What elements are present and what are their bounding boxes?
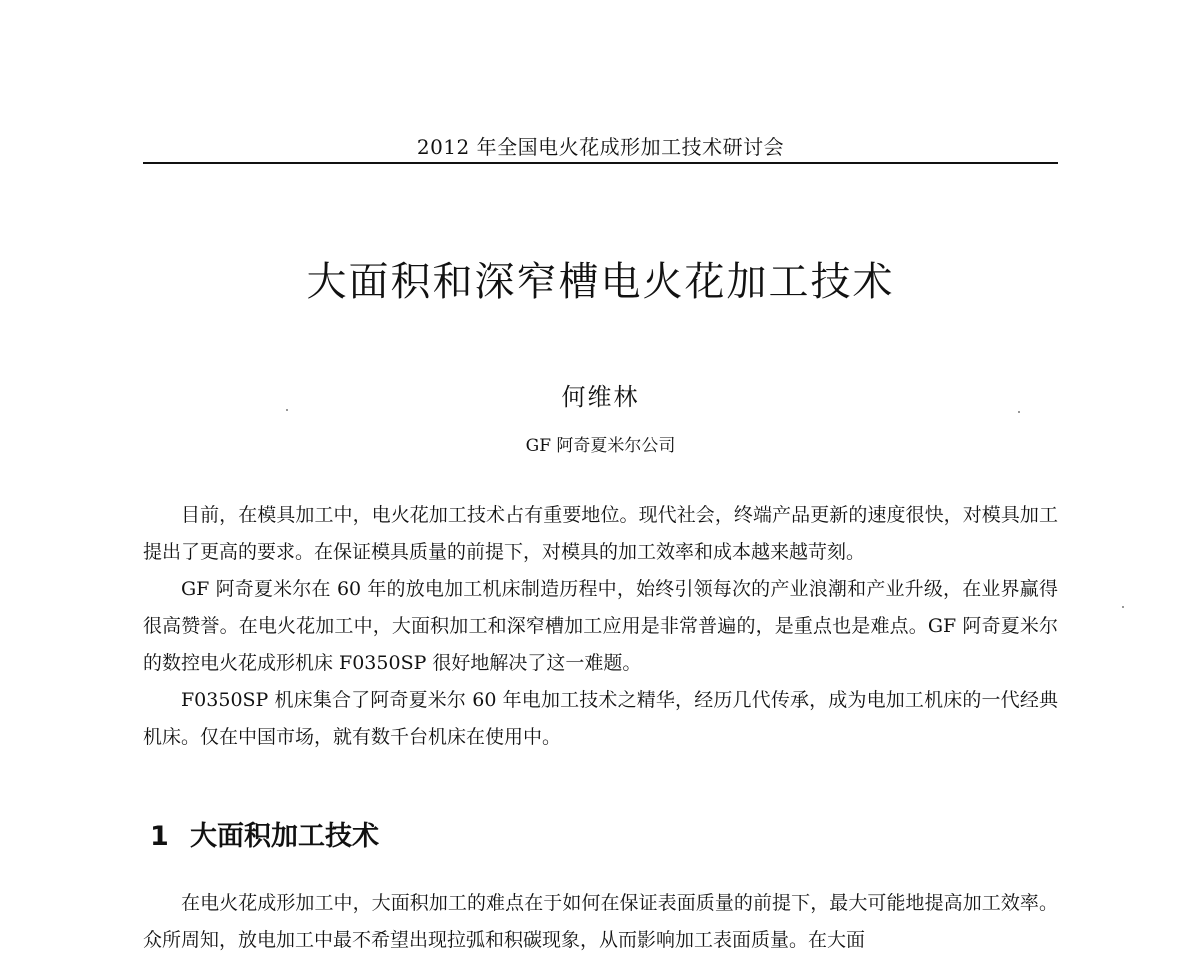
section-1-paragraph-1: 在电火花成形加工中，大面积加工的难点在于如何在保证表面质量的前提下，最大可能地提高加工效率。众所周知，放电加工中最不希望出现拉弧和积碳现象，从而影响加工表面质量。在大面 — [143, 892, 1058, 951]
author-name: 何维林 — [561, 383, 640, 411]
scan-speck — [1122, 606, 1124, 608]
section-1-title: 大面积加工技术 — [190, 821, 379, 852]
intro-paragraph-3: F0350SP 机床集合了阿奇夏米尔 60 年电加工技术之精华，经历几代传承，成为电加工机床的一代经典机床。仅在中国市场，就有数千台机床在使用中。 — [143, 689, 1058, 748]
header-rule — [143, 162, 1058, 164]
intro-section — [143, 497, 1058, 756]
intro-paragraph-1: 目前，在模具加工中，电火花加工技术占有重要地位。现代社会，终端产品更新的速度很快，对模具加工提出了更高的要求。在保证模具质量的前提下，对模具的加工效率和成本越来越苛刻。 — [143, 504, 1058, 563]
scan-speck — [286, 409, 288, 411]
scan-speck — [1018, 411, 1020, 413]
section-1-number: 1 — [150, 821, 169, 852]
paper-title: 大面积和深窄槽电火花加工技术 — [306, 259, 895, 305]
intro-paragraph-2: GF 阿奇夏米尔在 60 年的放电加工机床制造历程中，始终引领每次的产业浪潮和产业升级，在业界赢得很高赞誉。在电火花加工中，大面积加工和深窄槽加工应用是非常普遍的，是重点也是难点。GF 阿奇夏米尔的数控电火花成形机床 F0350SP 很好地解决了这一难题。 — [143, 578, 1058, 674]
section-1-body — [143, 885, 1058, 959]
running-header: 2012 年全国电火花成形加工技术研讨会 — [416, 135, 785, 159]
author-affiliation: GF 阿奇夏米尔公司 — [525, 436, 676, 456]
section-1-heading — [150, 817, 379, 857]
